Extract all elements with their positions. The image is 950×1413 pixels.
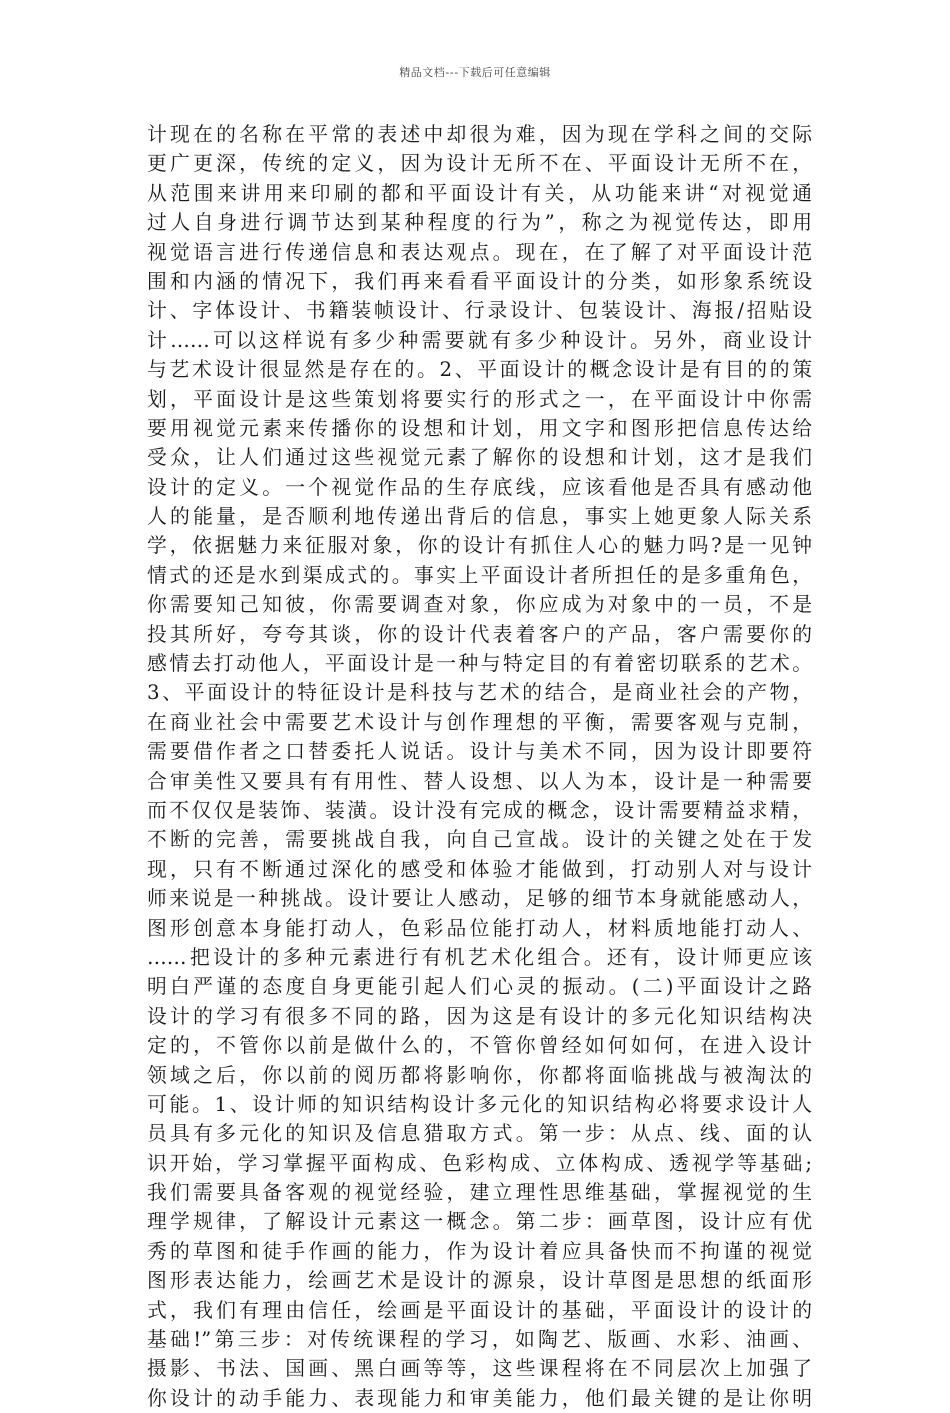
text-line: 受众，让人们通过这些视觉元素了解你的设想和计划，这才是我们 [147,446,812,470]
text-line: 要用视觉元素来传播你的设想和计划，用文字和图形把信息传达给 [147,416,812,440]
text-line: 与艺术设计很显然是存在的。2、平面设计的概念设计是有目的的策 [147,358,812,382]
text-line: 你需要知己知彼，你需要调查对象，你应成为对象中的一员，不是 [147,593,812,617]
text-line: 需要借作者之口替委托人说话。设计与美术不同，因为设计即要符 [147,740,812,764]
text-line: 学，依据魅力来征服对象，你的设计有抓住人心的魅力吗?是一见钟 [147,534,812,558]
text-line: 在商业社会中需要艺术设计与创作理想的平衡，需要客观与克制， [147,710,812,734]
text-line: 合审美性又要具有有用性、替人设想、以人为本，设计是一种需要 [147,769,812,793]
page-header: 精品文档---下载后可任意编辑 [399,66,551,79]
text-line: 设计的学习有很多不同的路，因为这是有设计的多元化知识结构决 [147,1004,812,1028]
text-line: 秀的草图和徒手作画的能力，作为设计着应具备快而不拘谨的视觉 [147,1239,812,1263]
text-line: 感情去打动他人，平面设计是一种与特定目的有着密切联系的艺术。 [147,652,812,676]
text-line: 明白严谨的态度自身更能引起人们心灵的振动。(二)平面设计之路 [147,975,812,999]
text-line: 视觉语言进行传递信息和表达观点。现在，在了解了对平面设计范 [147,240,812,264]
text-line: 计现在的名称在平常的表述中却很为难，因为现在学科之间的交际 [147,123,812,146]
text-line: 识开始，学习掌握平面构成、色彩构成、立体构成、透视学等基础; [147,1151,812,1175]
text-line: 设计的定义。一个视觉作品的生存底线，应该看他是否具有感动他 [147,475,812,499]
text-line: 我们需要具备客观的视觉经验，建立理性思维基础，掌握视觉的生 [147,1181,812,1205]
text-line: 更广更深，传统的定义，因为设计无所不在、平面设计无所不在， [147,152,812,176]
text-line: 基础!”第三步：对传统课程的学习，如陶艺、版画、水彩、油画、 [147,1328,812,1352]
text-line: 不断的完善，需要挑战自我，向自己宣战。设计的关键之处在于发 [147,828,812,852]
text-line: 计……可以这样说有多少种需要就有多少种设计。另外，商业设计 [147,328,812,352]
text-line: 摄影、书法、国画、黑白画等等，这些课程将在不同层次上加强了 [147,1357,812,1381]
text-line: 可能。1、设计师的知识结构设计多元化的知识结构必将要求设计人 [147,1092,812,1116]
text-line: 定的，不管你以前是做什么的，不管你曾经如何如何，在进入设计 [147,1034,812,1058]
text-line: 式，我们有理由信任，绘画是平面设计的基础，平面设计的设计的 [147,1298,812,1322]
text-line: 围和内涵的情况下，我们再来看看平面设计的分类，如形象系统设 [147,269,812,293]
text-line: 过人自身进行调节达到某种程度的行为”，称之为视觉传达，即用 [147,211,812,235]
text-line: 图形表达能力，绘画艺术是设计的源泉，设计草图是思想的纸面形 [147,1269,812,1293]
text-line: 计、字体设计、书籍装帧设计、行录设计、包装设计、海报/招贴设 [147,299,812,323]
text-line: ……把设计的多种元素进行有机艺术化组合。还有，设计师更应该 [147,945,812,969]
text-line: 情式的还是水到渠成式的。事实上平面设计者所担任的是多重角色， [147,563,812,587]
text-line: 3、平面设计的特征设计是科技与艺术的结合，是商业社会的产物， [147,681,812,705]
document-body [147,120,812,1413]
text-line: 理学规律，了解设计元素这一概念。第二步：画草图，设计应有优 [147,1210,812,1234]
text-line: 人的能量，是否顺利地传递出背后的信息，事实上她更象人际关系 [147,505,812,529]
text-line: 现，只有不断通过深化的感受和体验才能做到，打动别人对与设计 [147,857,812,881]
text-line: 师来说是一种挑战。设计要让人感动，足够的细节本身就能感动人， [147,887,812,911]
text-line: 从范围来讲用来印刷的都和平面设计有关，从功能来讲“对视觉通 [147,181,812,205]
text-line: 而不仅仅是装饰、装潢。设计没有完成的概念，设计需要精益求精， [147,798,812,822]
text-line: 投其所好，夸夸其谈，你的设计代表着客户的产品，客户需要你的 [147,622,812,646]
text-line: 图形创意本身能打动人，色彩品位能打动人，材料质地能打动人、 [147,916,812,940]
text-line: 员具有多元化的知识及信息猎取方式。第一步：从点、线、面的认 [147,1122,812,1146]
text-line: 领域之后，你以前的阅历都将影响你，你都将面临挑战与被淘汰的 [147,1063,812,1087]
text-line: 你设计的动手能力、表现能力和审美能力，他们最关键的是让你明 [147,1386,812,1410]
text-line: 划，平面设计是这些策划将要实行的形式之一，在平面设计中你需 [147,387,812,411]
